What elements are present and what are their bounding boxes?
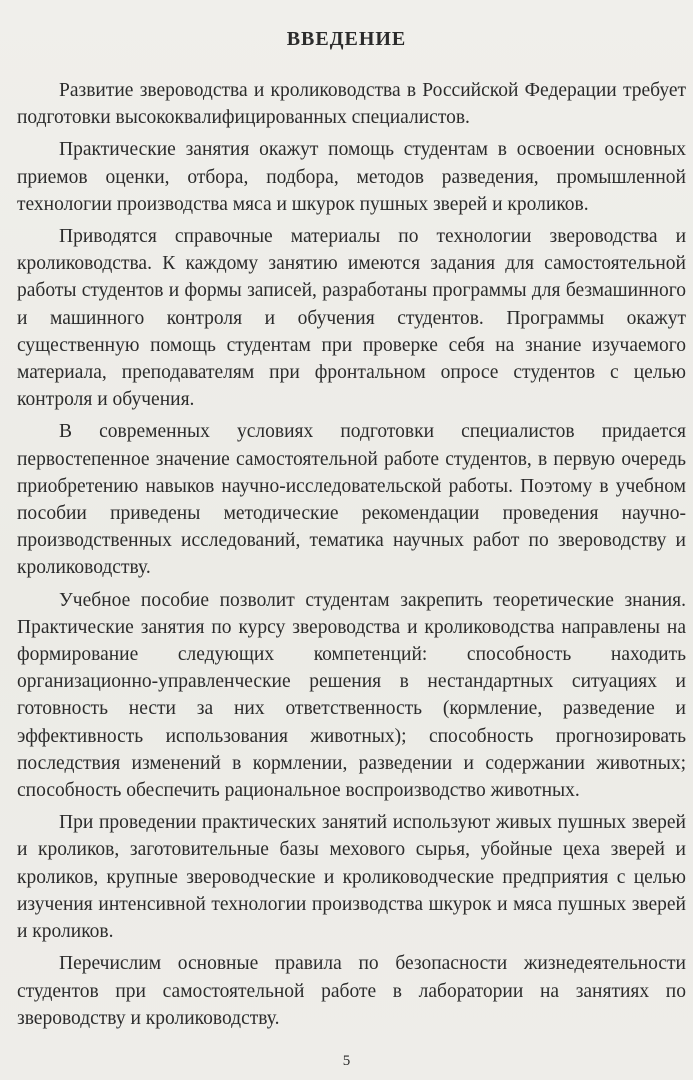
paragraph-5: Учебное пособие позволит студентам закрепить теоретические знания. Практические занятия по курсу звероводства и кролиководства направлены на формирование следующих компетенций: способность находить организационно-управленческие решения в нестандартных ситуациях и готовность нести за них ответственность (кормление, разведение и эффективность использования животных); способность прогнозировать последствия изменений в кормлении, разведении и содержании животных; способность обеспечить рациональное воспроизводство животных.: [17, 589, 686, 802]
paragraph-7: Перечислим основные правила по безопасности жизнедеятельности студентов при самостоятельной работе в лаборатории на занятиях по звероводству и кролиководству.: [17, 953, 686, 1029]
paragraph-3: Приводятся справочные материалы по технологии звероводства и кролиководства. К каждому занятию имеются задания для самостоятельной работы студентов и формы записей, разработаны программы для безмашинного и машинного контроля и обучения студентов. Программы окажут существенную помощь студентам при проверке себя на знание изучаемого материала, преподавателям при фронтальном опросе студентов с целью контроля и обучения.: [17, 226, 686, 411]
paragraph-2: Практические занятия окажут помощь студентам в освоении основных приемов оценки, отбора, подбора, методов разведения, промышленной технологии производства мяса и шкурок пушных зверей и кроликов.: [17, 139, 686, 215]
body-text: [17, 77, 686, 1037]
paragraph-4: В современных условиях подготовки специалистов придается первостепенное значение самостоятельной работе студентов, в первую очередь приобретению навыков научно-исследовательской работы. Поэтому в учебном пособии приведены методические рекомендации проведения научно-производственных исследований, тематика научных работ по звероводству и кролиководству.: [17, 421, 686, 579]
paragraph-1: Развитие звероводства и кролиководства в Российской Федерации требует подготовки высококвалифицированных специалистов.: [17, 80, 686, 129]
paragraph-6: При проведении практических занятий используют живых пушных зверей и кроликов, заготовительные базы мехового сырья, убойные цеха зверей и кроликов, крупные звероводческие и кролиководческие предприятия с целью изучения интенсивной технологии производства шкурок и мяса пушных зверей и кроликов.: [17, 812, 686, 943]
page-number: 5: [342, 1053, 351, 1069]
page-title: ВВЕДЕНИЕ: [286, 28, 407, 50]
